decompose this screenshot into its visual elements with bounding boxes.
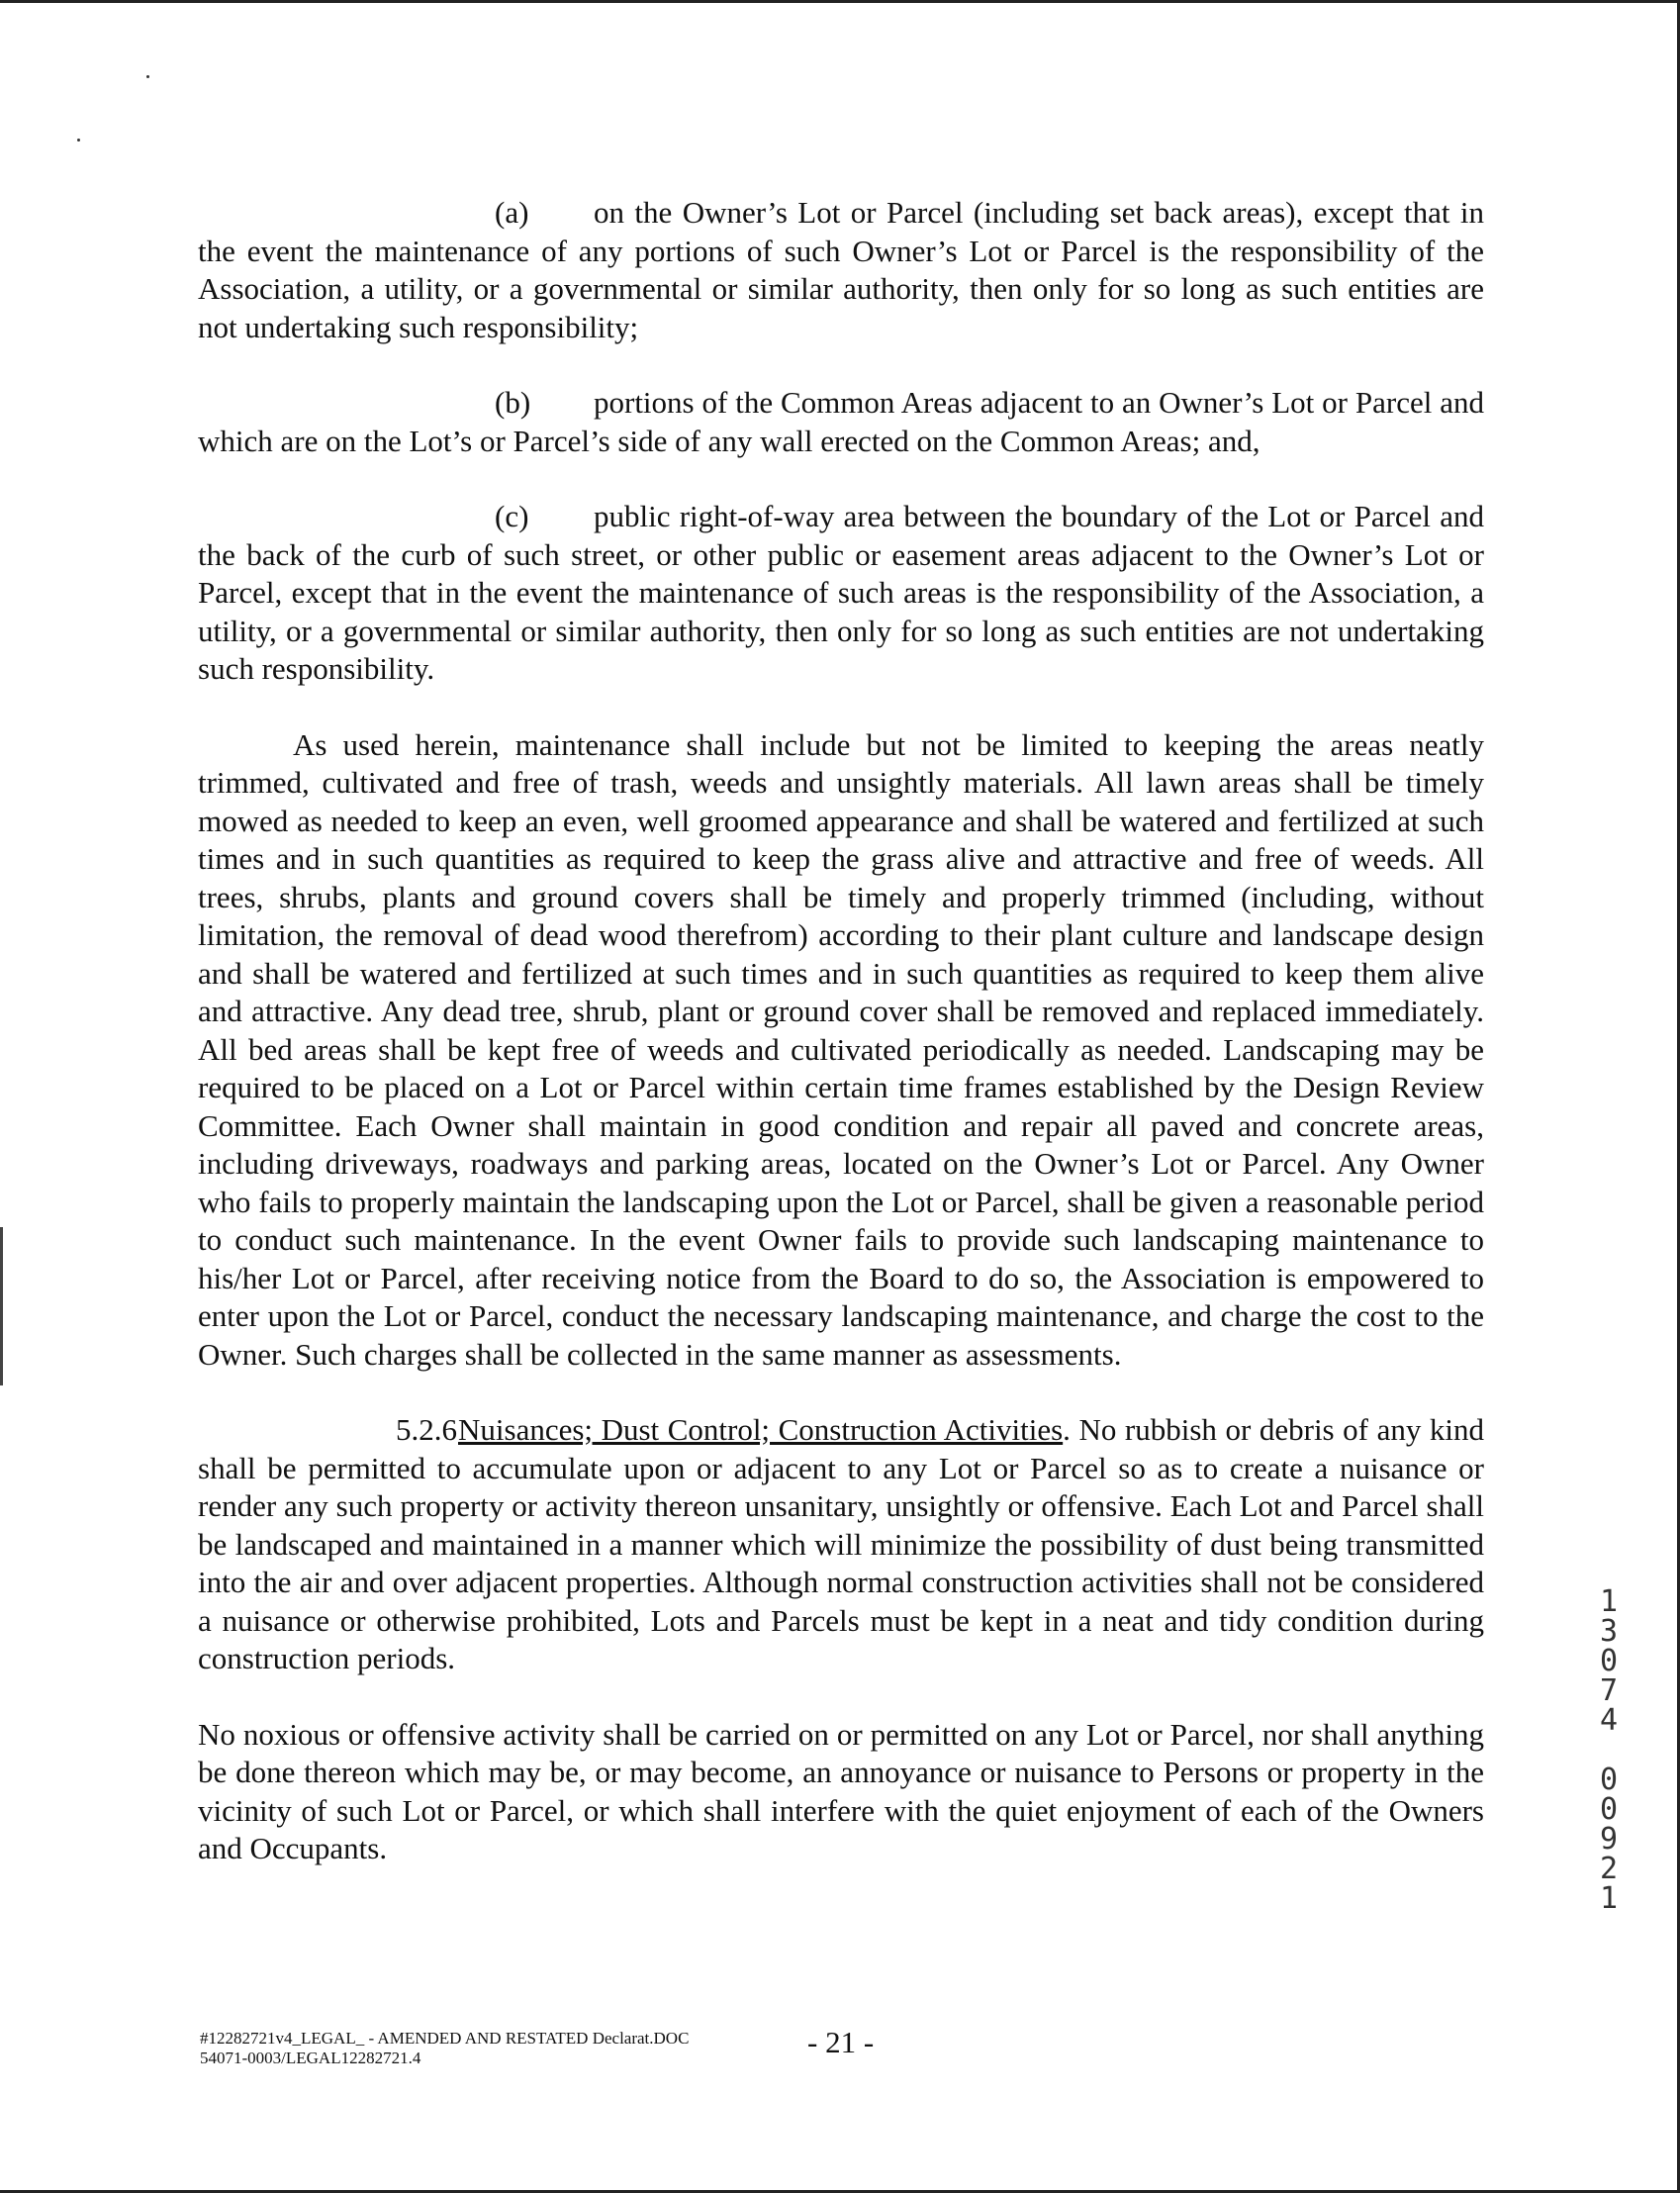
section-5-2-6 bbox=[198, 1411, 1484, 1678]
subsection-a bbox=[198, 194, 1484, 346]
footer-doc-ref: 54071-0003/LEGAL12282721.4 bbox=[200, 2049, 421, 2067]
stamp-digit: 0 bbox=[1599, 1792, 1619, 1827]
stamp-digit: 0 bbox=[1599, 1763, 1619, 1797]
nuisance-paragraph: No noxious or offensive activity shall be carried on or permitted on any Lot or Parcel, nor shall anything be done thereon which may be, or may become, an annoyance or nuisance to Persons or property in the vicinity of such Lot or Parcel, or which shall interfere with the quiet enjoyment of each of the Owners and Occupants. bbox=[198, 1716, 1484, 1865]
subsection-text: public right-of-way area between the boundary of the Lot or Parcel and the back of the curb of such street, or other public or easement areas adjacent to the Owner’s Lot or Parcel, except that in the event the maintenance of such areas is the responsibility of the Association, a utility, or a governmental or similar authority, then only for so long as such entities are not undertaking such responsibility. bbox=[198, 499, 1484, 686]
stamp-gap bbox=[1589, 1736, 1629, 1765]
stamp-digit: 3 bbox=[1599, 1614, 1619, 1649]
stamp-digit: 0 bbox=[1599, 1644, 1619, 1678]
footer-doc-id: #12282721v4_LEGAL_ - AMENDED AND RESTATED Declarat.DOC bbox=[200, 2029, 690, 2048]
subsection-label: (a) bbox=[495, 195, 529, 230]
scan-speck bbox=[146, 75, 149, 78]
section-text: . No rubbish or debris of any kind shall be permitted to accumulate upon or adjacent to any Lot or Parcel so as to create a nuisance or render any such property or activity thereon unsanitary, unsightly or offensive. Each Lot and Parcel shall be landscaped and maintained in a manner which will minimize the possibility of dust being transmitted into the air and over adjacent properties. Although normal construction activities shall not be considered a nuisance or otherwise prohibited, Lots and Parcels must be kept in a neat and tidy condition during construction periods. bbox=[198, 1412, 1484, 1675]
scan-speck bbox=[77, 139, 80, 142]
subsection-text: on the Owner’s Lot or Parcel (including set back areas), except that in the event the maintenance of any portions of such Owner’s Lot or Parcel is the responsibility of the Association, a utility, or a governmental or similar authority, then only for so long as such entities are not undertaking such responsibility; bbox=[198, 195, 1484, 344]
stamp-digit: 1 bbox=[1599, 1881, 1619, 1916]
subsection-c bbox=[198, 498, 1484, 689]
stamp-digit: 1 bbox=[1599, 1584, 1619, 1619]
subsection-b bbox=[198, 384, 1484, 460]
page-border-top bbox=[0, 0, 1680, 3]
scan-edge-mark bbox=[0, 1227, 3, 1385]
stamp-digit: 4 bbox=[1599, 1703, 1619, 1738]
margin-recording-stamp bbox=[1589, 1584, 1629, 1916]
stamp-digit: 2 bbox=[1599, 1852, 1619, 1886]
stamp-digit: 7 bbox=[1599, 1673, 1619, 1708]
maintenance-paragraph: As used herein, maintenance shall include but not be limited to keeping the areas neatly trimmed, cultivated and free of trash, weeds and unsightly materials. All lawn areas shall be timely mowed as needed to keep an even, well groomed appearance and shall be watered and fertilized at such times and in such quantities as required to keep the grass alive and attractive and free of weeds. All trees, shrubs, plants and ground covers shall be timely and properly trimmed (including, without limitation, the removal of dead wood therefrom) according to their plant culture and landscape design and shall be watered and fertilized at such times and in such quantities as required to keep them alive and attractive. Any dead tree, shrub, plant or ground cover shall be removed and replaced immediately. All bed areas shall be kept free of weeds and cultivated periodically as needed. Landscaping may be required to be placed on a Lot or Parcel within certain time frames established by the Design Review Committee. Each Owner shall maintain in good condition and repair all paved and concrete areas, including driveways, roadways and parking areas, located on the Owner’s Lot or Parcel. Any Owner who fails to properly maintain the landscaping upon the Lot or Parcel, shall be given a reasonable period to conduct such maintenance. In the event Owner fails to provide such landscaping maintenance to his/her Lot or Parcel, after receiving notice from the Board to do so, the Association is empowered to enter upon the Lot or Parcel, conduct the necessary landscaping maintenance, and charge the cost to the Owner. Such charges shall be collected in the same manner as assessments. bbox=[198, 726, 1484, 1372]
stamp-digit: 9 bbox=[1599, 1822, 1619, 1857]
document-footer bbox=[200, 2029, 1090, 2068]
section-number: 5.2.6 bbox=[396, 1412, 457, 1447]
subsection-label: (b) bbox=[495, 385, 531, 420]
subsection-text: portions of the Common Areas adjacent to an Owner’s Lot or Parcel and which are on the Lot’s or Parcel’s side of any wall erected on the Common Areas; and, bbox=[198, 385, 1484, 458]
page-number: - 21 - bbox=[807, 2025, 875, 2059]
document-body bbox=[198, 194, 1484, 1868]
section-heading: Nuisances; Dust Control; Construction Activities bbox=[458, 1412, 1064, 1447]
subsection-label: (c) bbox=[495, 499, 529, 533]
